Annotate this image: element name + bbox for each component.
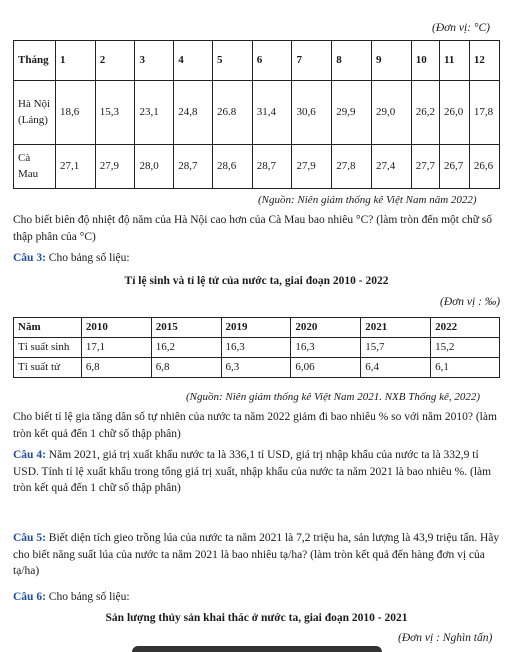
- table1-cell: 27,9: [95, 145, 135, 189]
- table1-header-cell: 11: [439, 41, 469, 81]
- table1-cell: Hà Nội (Láng): [14, 81, 56, 145]
- table1-cell: 28,7: [174, 145, 213, 189]
- table2-source: (Nguồn: Niên giám thống kê Việt Nam 2021. NXB Thống kê, 2022): [186, 391, 481, 403]
- birth-death-rate-table: [13, 317, 500, 378]
- table1-header-cell: 8: [332, 41, 372, 81]
- table2-header-row: [14, 318, 500, 338]
- question-text: Cho bảng số liệu:: [45, 252, 130, 264]
- table1-cell: 26,2: [411, 81, 439, 145]
- temperature-table: [13, 40, 500, 189]
- table1-cell: 28,0: [135, 145, 174, 189]
- table2-cell: 6,1: [431, 358, 500, 378]
- question-text: Biết diện tích gieo trồng lúa của nước ta năm 2021 là 7,2 triệu ha, sản lượng là 43,9 triệu tấn. Hãy cho biết năng suất lúa của nước ta năm 2021 là bao nhiêu tạ/ha? (làm tròn kết quả đến hàng đơn vị của tạ/ha): [13, 532, 500, 578]
- table2-cell: 15,7: [361, 338, 431, 358]
- question-label: Câu 6:: [13, 591, 46, 603]
- table1-header-cell: 4: [174, 41, 213, 81]
- table2-header-cell: 2010: [81, 318, 151, 338]
- table1-cell: 30,6: [292, 81, 332, 145]
- bottom-overlay-bar: [132, 646, 382, 652]
- table1-header-cell: 10: [411, 41, 439, 81]
- question-2-text: Cho biết biên độ nhiệt độ năm của Hà Nội cao hơn của Cà Mau bao nhiêu °C? (làm tròn đến một chữ số thập phân của °C): [13, 214, 493, 243]
- table2-header-cell: 2022: [431, 318, 500, 338]
- table1-unit: (Đơn vị: °C): [432, 22, 490, 34]
- question-label: Câu 3:: [13, 252, 46, 264]
- table2-cell: 17,1: [81, 338, 151, 358]
- table-row: [14, 81, 500, 145]
- table2-cell: 6,8: [151, 358, 221, 378]
- table-row: [14, 145, 500, 189]
- question-5: [13, 530, 503, 580]
- table1-header-cell: 12: [469, 41, 499, 81]
- table3-unit: (Đơn vị : Nghìn tấn): [398, 632, 493, 644]
- table-row: [14, 358, 500, 378]
- table1-header-cell: 7: [292, 41, 332, 81]
- table1-cell: 26,7: [439, 145, 469, 189]
- table2-header-cell: 2020: [291, 318, 361, 338]
- table1-header-cell: Tháng: [14, 41, 56, 81]
- table2-cell: 6,4: [361, 358, 431, 378]
- table2-cell: 6,06: [291, 358, 361, 378]
- table1-cell: 24,8: [174, 81, 213, 145]
- table1-cell: 27,7: [411, 145, 439, 189]
- table2-cell: 15,2: [431, 338, 500, 358]
- table2-cell: Tỉ suất tử: [14, 358, 82, 378]
- table-row: [14, 338, 500, 358]
- table1-cell: 15,3: [95, 81, 135, 145]
- table1-cell: 28,7: [252, 145, 292, 189]
- table1-cell: 26,6: [469, 145, 499, 189]
- table1-cell: 29,0: [371, 81, 411, 145]
- table1-cell: 28,6: [212, 145, 252, 189]
- question-text: Năm 2021, giá trị xuất khẩu nước ta là 336,1 tỉ USD, giá trị nhập khẩu của nước ta là 332,9 tỉ USD. Tính tỉ lệ xuất khẩu trong tổng giá trị xuất, nhập khẩu của nước ta năm 2021 là bao nhiêu %. (làm tròn kết quả đến 1 chữ số thập phân): [13, 449, 492, 495]
- question-text: Cho bảng số liệu:: [45, 591, 130, 603]
- table1-header-cell: 5: [212, 41, 252, 81]
- table1-header-cell: 1: [55, 41, 95, 81]
- question-label: Câu 5:: [13, 532, 46, 544]
- question-3-intro: [13, 250, 503, 267]
- table2-header-cell: 2015: [151, 318, 221, 338]
- table1-cell: 23,1: [135, 81, 174, 145]
- table2-cell: 6,3: [221, 358, 291, 378]
- table1-source: (Nguồn: Niên giám thống kê Việt Nam năm 2022): [258, 194, 477, 206]
- question-4: [13, 447, 503, 497]
- table1-cell: 26.8: [212, 81, 252, 145]
- table1-cell: Cà Mau: [14, 145, 56, 189]
- table1-cell: 27,1: [55, 145, 95, 189]
- table1-cell: 18,6: [55, 81, 95, 145]
- table1-cell: 29,9: [332, 81, 372, 145]
- question-3-text: Cho biết tỉ lệ gia tăng dân số tự nhiên của nước ta năm 2022 giảm đi bao nhiêu % so với năm 2010? (làm tròn kết quả đến 1 chữ số thập phân): [13, 411, 497, 440]
- table1-cell: 27,8: [332, 145, 372, 189]
- table2-header-cell: 2021: [361, 318, 431, 338]
- table2-cell: 16,2: [151, 338, 221, 358]
- table1-cell: 26,0: [439, 81, 469, 145]
- table1-header-cell: 6: [252, 41, 292, 81]
- table1-header-row: [14, 41, 500, 81]
- table2-header-cell: Năm: [14, 318, 82, 338]
- table1-cell: 27,9: [292, 145, 332, 189]
- table2-header-cell: 2019: [221, 318, 291, 338]
- table3-title: Sản lượng thủy sản khai thác ở nước ta, giai đoạn 2010 - 2021: [105, 612, 408, 624]
- table1-cell: 27,4: [371, 145, 411, 189]
- table1-header-cell: 2: [95, 41, 135, 81]
- table2-title: Tỉ lệ sinh và tỉ lệ tử của nước ta, giai đoạn 2010 - 2022: [124, 275, 389, 287]
- table2-cell: 6,8: [81, 358, 151, 378]
- table2-unit: (Đơn vị : ‰): [440, 296, 501, 308]
- table1-cell: 17,8: [469, 81, 499, 145]
- table1-header-cell: 3: [135, 41, 174, 81]
- table2-cell: 16,3: [221, 338, 291, 358]
- table1-cell: 31,4: [252, 81, 292, 145]
- table2-cell: Tỉ suất sinh: [14, 338, 82, 358]
- table2-cell: 16,3: [291, 338, 361, 358]
- question-6-intro: [13, 589, 503, 606]
- table1-header-cell: 9: [371, 41, 411, 81]
- question-label: Câu 4:: [13, 449, 46, 461]
